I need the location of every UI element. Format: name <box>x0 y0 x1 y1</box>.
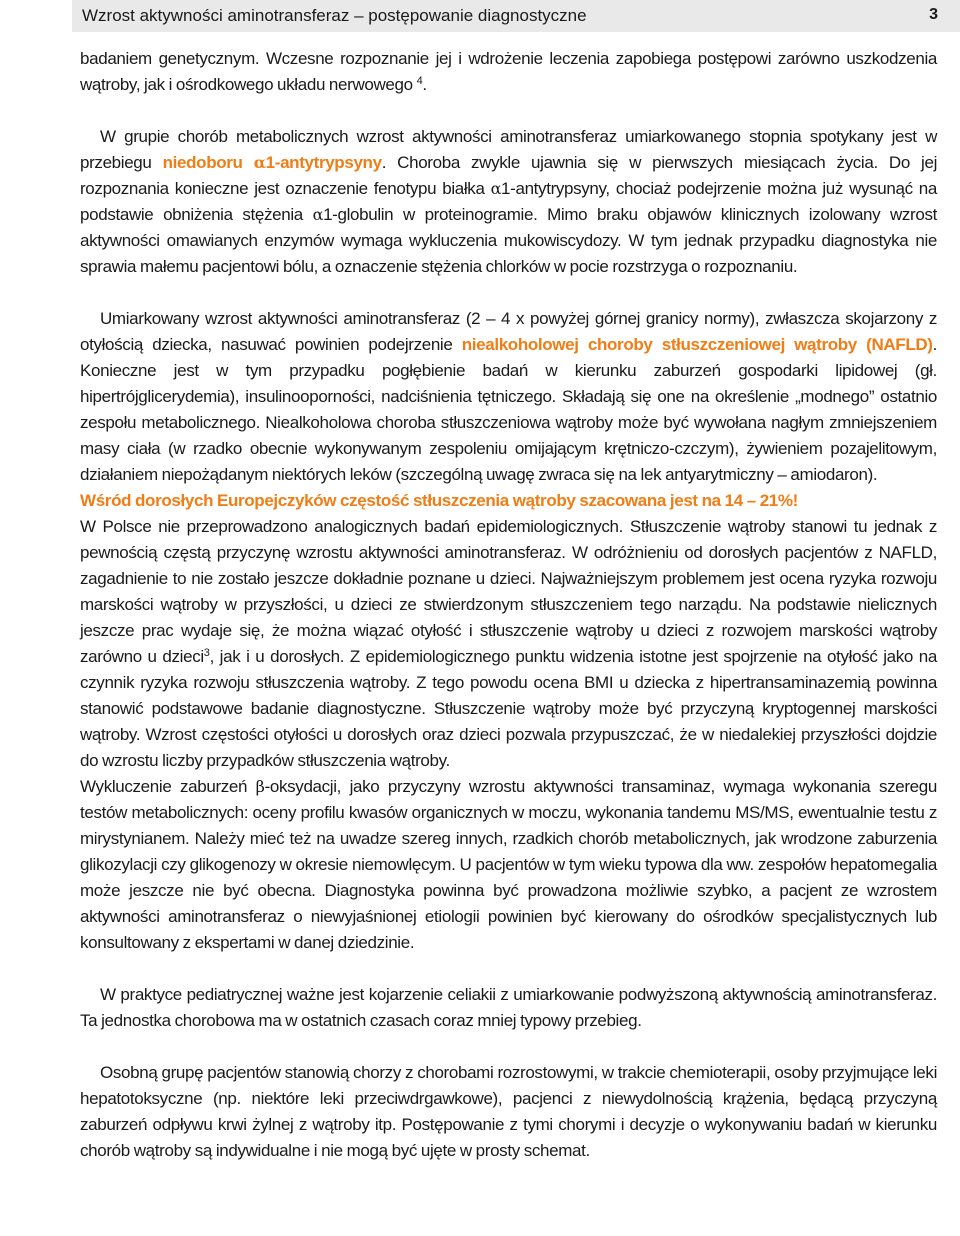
page-number: 3 <box>929 6 938 23</box>
highlighted-term: niedoboru <box>162 153 254 172</box>
paragraph: badaniem genetycznym. Wczesne rozpoznanie jej i wdrożenie leczenia zapobiega postępowi zarówno uszkodzenia wątroby, jak i ośrodkowego układu nerwowego $^4$. <box>80 49 937 94</box>
paragraph-spacer <box>80 956 937 982</box>
citation-ref: 3 <box>203 647 210 659</box>
paragraph: Wykluczenie zaburzeń β-oksydacji, jako przyczyny wzrostu aktywności transaminaz, wymaga wykonania szeregu testów metabolicznych: oceny profilu kwasów organicznych w moczu, wykonania tandemu MS/MS, ewentualnie testu z mirystynianem. Należy mieć też na uwadze szereg innych, rzadkich chorób metabolicznych, jak wrodzone zaburzenia glikozylacji czy glikogenozy w okresie niemowlęcym. U pacjentów w tym wieku typowa dla ww. zespołów hepatomegalia może jeszcze nie być obecna. Diagnostyka powinna być prowadzona możliwie szybko, a pacjent ze wzrostem aktywności aminotransferaz o niewyjaśnionej etiologii powinien być kierowany do ośrodków specjalistycznych lub konsultowany z ekspertami w danej dziedzinie. <box>80 777 937 952</box>
beta-symbol: β <box>255 777 265 796</box>
highlighted-term: niealkoholowej choroby stłuszczeniowej wątroby (NAFLD) <box>461 335 933 354</box>
paragraph-spacer <box>80 98 937 124</box>
citation-ref: 4 <box>416 75 423 87</box>
highlighted-statement: Wśród dorosłych Europejczyków częstość stłuszczenia wątroby szacowana jest na 14 – 21%! <box>80 491 798 510</box>
running-header <box>72 0 960 32</box>
alpha-symbol: α <box>253 153 266 172</box>
paragraph-spacer <box>80 280 937 306</box>
paragraph: W grupie chorób metabolicznych wzrost aktywności aminotransferaz umiarkowanego stopnia spotykany jest w przebiegu niedoboru α1-antytrypsyny. Choroba zwykle ujawnia się w pierwszych miesiącach życia. Do jej rozpoznania konieczne jest oznaczenie fenotypu białka α1-antytrypsyny, chociaż podejrzenie można już wysunąć na podstawie obniżenia stężenia α1-globulin w proteinogramie. Mimo braku objawów klinicznych izolowany wzrost aktywności omawianych enzymów wymaga wykluczenia mukowiscydozy. W tym jednak przypadku diagnostyka nie sprawia małemu pacjentowi bólu, a oznaczenie stężenia chlorków w pocie rozstrzyga o rozpoznaniu. <box>80 127 938 276</box>
highlighted-term: 1-antytrypsyny <box>265 153 382 172</box>
running-header-title: Wzrost aktywności aminotransferaz – postępowanie diagnostyczne <box>82 6 587 25</box>
alpha-symbol: α <box>490 179 502 198</box>
alpha-symbol: α <box>312 205 324 224</box>
article-body <box>80 46 937 1164</box>
paragraph: W praktyce pediatrycznej ważne jest kojarzenie celiakii z umiarkowanie podwyższoną aktywnością aminotransferaz. Ta jednostka chorobowa ma w ostatnich czasach coraz mniej typowy przebieg. <box>80 985 937 1030</box>
paragraph: Osobną grupę pacjentów stanowią chorzy z chorobami rozrostowymi, w trakcie chemioterapii, osoby przyjmujące leki hepatotoksyczne (np. niektóre leki przeciwdrgawkowe), pacjenci z niewydolnością krążenia, będącą przyczyną zaburzeń odpływu krwi żylnej z wątroby itp. Postępowanie z tymi chorymi i decyzje o wykonywaniu badań w kierunku chorób wątroby są indywidualne i nie mogą być ujęte w prosty schemat. <box>80 1063 937 1160</box>
paragraph-spacer <box>80 1034 937 1060</box>
paragraph: Umiarkowany wzrost aktywności aminotransferaz (2 – 4 x powyżej górnej granicy normy), zwłaszcza skojarzony z otyłością dziecka, nasuwać powinien podejrzenie niealkoholowej choroby stłuszczeniowej wątroby (NAFLD). Konieczne jest w tym przypadku pogłębienie badań w kierunku zaburzeń gospodarki lipidowej (gł. hipertrójglicerydemia), insulinooporności, nadciśnienia tętniczego. Składają się one na określenie „modnego” ostatnio zespołu metabolicznego. Niealkoholowa choroba stłuszczeniowa wątroby może być wywołana nagłym zmniejszeniem masy ciała (w rzadko obecnie wykonywanym zespoleniu omijającym krętniczo-czczym), żywieniem pozajelitowym, działaniem niepożądanym niektórych leków (szczególną uwagę zwraca się na lek antyarytmiczny – amiodaron). <box>80 309 937 484</box>
paragraph: W Polsce nie przeprowadzono analogicznych badań epidemiologicznych. Stłuszczenie wątroby stanowi tu jednak z pewnością częstą przyczynę wzrostu aktywności aminotransferaz. W odróżnieniu od dorosłych pacjentów z NAFLD, zagadnienie to nie zostało jeszcze dokładnie poznane u dzieci. Najważniejszym problemem jest ocena ryzyka rozwoju marskości wątroby w przyszłości, u dzieci ze stwierdzonym stłuszczeniem tego narządu. Na podstawie nielicznych jeszcze prac wydaje się, że można wiązać otyłość i stłuszczenie wątroby u dzieci z rozwojem marskości wątroby zarówno u dzieci$^3$, jak i u dorosłych. Z epidemiologicznego punktu widzenia istotne jest spojrzenie na otyłość jako na czynnik ryzyka rozwoju stłuszczenia wątroby. Z tego powodu ocena BMI u dziecka z hipertransaminazemią powinna stanowić podstawowe badanie diagnostyczne. Stłuszczenie wątroby może być przyczyną kryptogennej marskości wątroby. Wzrost częstości otyłości u dorosłych oraz dzieci pozwala przypuszczać, że w niedalekiej przyszłości dojdzie do wzrostu liczby przypadków stłuszczenia wątroby. <box>80 517 937 770</box>
